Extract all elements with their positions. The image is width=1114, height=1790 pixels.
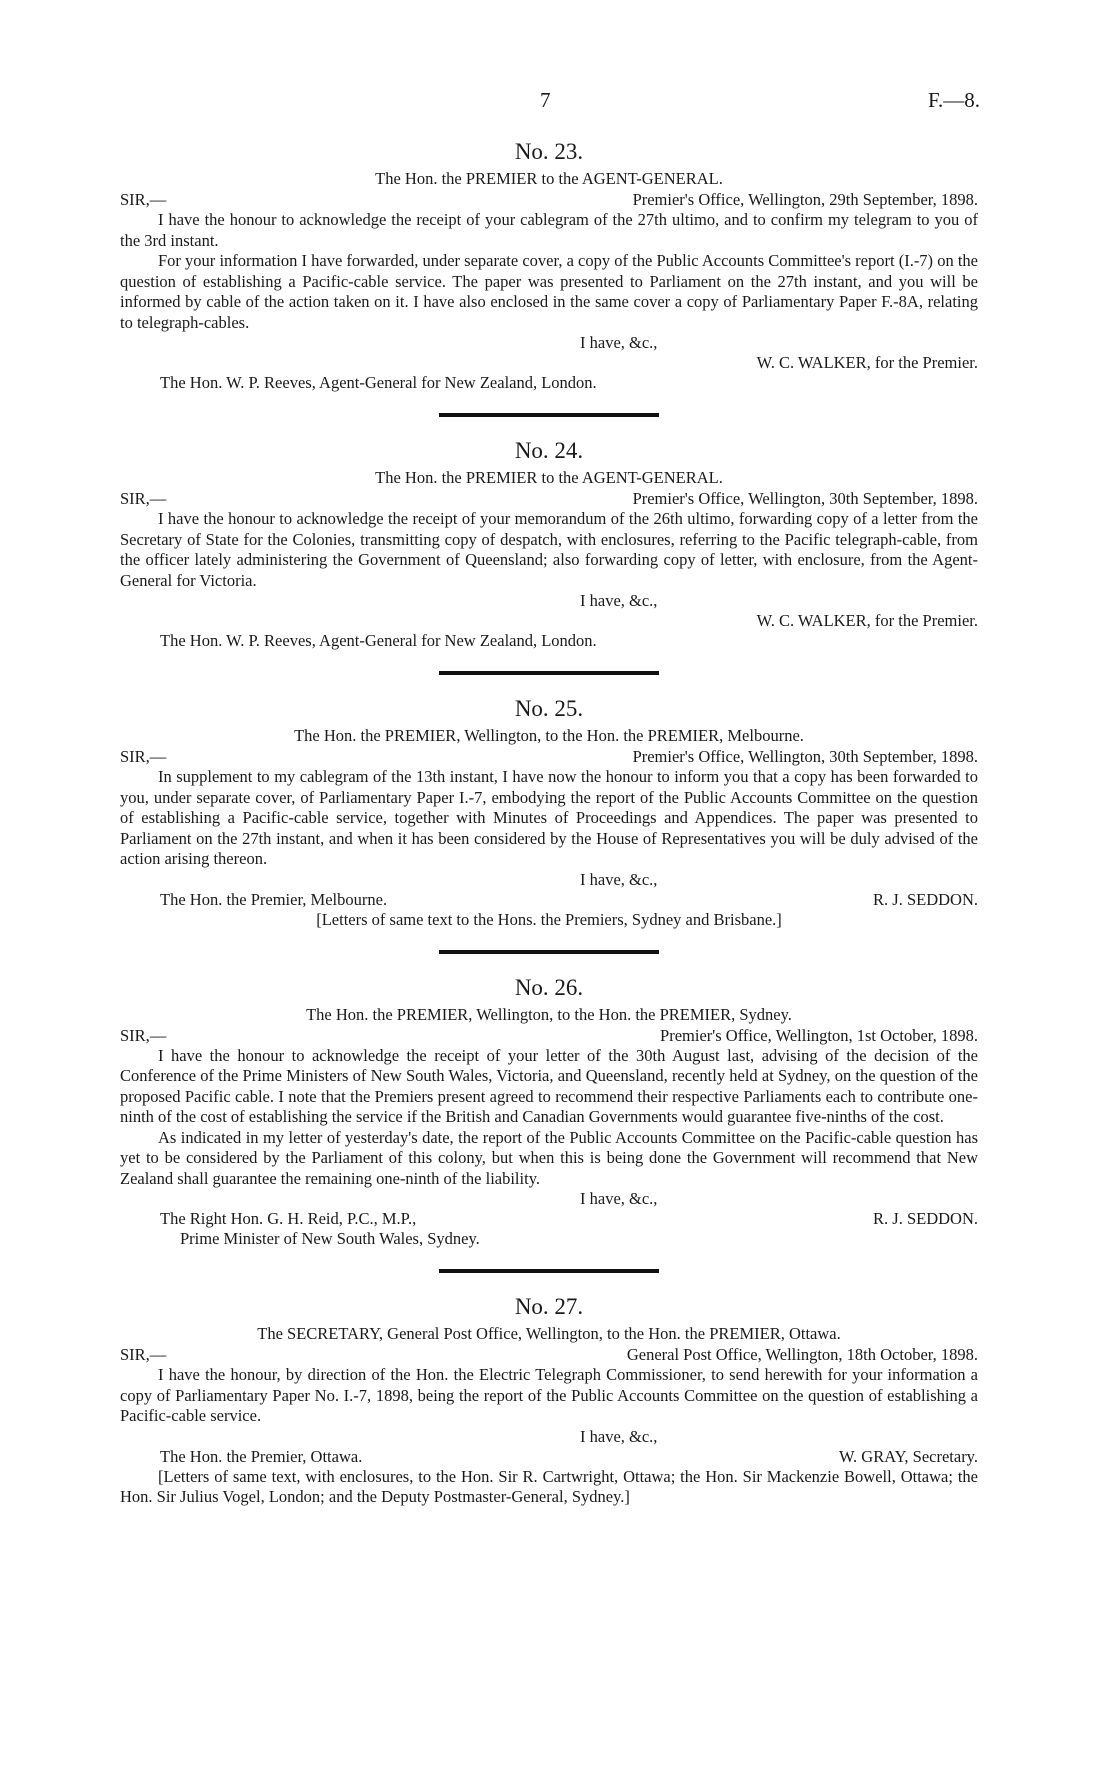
signer: W. GRAY, Secretary. <box>838 1446 978 1466</box>
letter-paragraph: I have the honour to acknowledge the receipt of your letter of the 30th August last, advising of the decision of the Conference of the Prime Ministers of New South Wales, Victoria, and Queensland, recently held at Sydney, on the question of the proposed Pacific cable. I note that the Premiers present agreed to recommend their respective Parliaments each to contribute one-ninth of the cost of establishing the service if the British and Canadian Governments would guarantee five-ninths of the cost. <box>120 1045 978 1126</box>
signature-row <box>120 353 978 373</box>
signature-row <box>120 1209 978 1229</box>
salutation-line <box>120 1345 978 1365</box>
addressee-line-2: Prime Minister of New South Wales, Sydney. <box>180 1229 480 1248</box>
section-divider <box>439 671 659 675</box>
letter-number: No. 27. <box>514 1294 584 1319</box>
addressee: The Right Hon. G. H. Reid, P.C., M.P., <box>160 1209 417 1228</box>
letter-23 <box>120 138 978 393</box>
letter-paragraph: I have the honour, by direction of the Hon. the Electric Telegraph Commissioner, to send herewith for your information a copy of Parliamentary Paper No. I.-7, 1898, being the report of the Public Accounts Committee on the question of establishing a Pacific-cable service. <box>120 1365 978 1425</box>
letter-heading: The Hon. the PREMIER, Wellington, to the Hon. the PREMIER, Melbourne. <box>294 726 804 745</box>
page-number: 7 <box>540 88 551 112</box>
signer: R. J. SEDDON. <box>873 1209 978 1228</box>
signer: W. C. WALKER, for the Premier. <box>756 353 978 372</box>
salutation-line <box>120 747 978 767</box>
letter-paragraph: As indicated in my letter of yesterday's date, the report of the Public Accounts Committee on the Pacific-cable question has yet to be considered by the Parliament of this colony, but when this is being done the Government will recommend that New Zealand shall guarantee the remaining one-ninth of the liability. <box>120 1127 978 1188</box>
letter-number: No. 25. <box>514 696 584 721</box>
closing: I have, &c., <box>580 1426 658 1446</box>
dateline: Premier's Office, Wellington, 30th September, 1898. <box>632 489 978 508</box>
closing: I have, &c., <box>580 591 658 610</box>
salutation: SIR,— <box>120 1345 167 1364</box>
signer: R. J. SEDDON. <box>873 889 978 909</box>
letter-25 <box>120 695 978 930</box>
salutation: SIR,— <box>120 747 167 766</box>
closing: I have, &c., <box>580 1189 658 1208</box>
letter-heading: The Hon. the PREMIER to the AGENT-GENERAL. <box>375 468 723 487</box>
salutation-line <box>120 489 978 509</box>
section-divider <box>439 950 659 954</box>
salutation-line <box>120 1026 978 1046</box>
addressee: The Hon. W. P. Reeves, Agent-General for New Zealand, London. <box>160 373 597 392</box>
salutation-line <box>120 190 978 210</box>
salutation: SIR,— <box>120 489 167 508</box>
section-divider <box>439 413 659 417</box>
letter-24 <box>120 437 978 651</box>
letter-paragraph: I have the honour to acknowledge the receipt of your memorandum of the 26th ultimo, forwarding copy of a letter from the Secretary of State for the Colonies, transmitting copy of despatch, with enclosures, referring to the Pacific telegraph-cable, from the officer lately administering the Government of Queensland; also forwarding copy of letter, with enclosure, from the Agent-General for Victoria. <box>120 509 978 590</box>
letter-number: No. 24. <box>514 438 584 463</box>
addressee: The Hon. the Premier, Melbourne. <box>160 889 388 909</box>
letter-number: No. 26. <box>514 974 584 1000</box>
signature-row <box>120 1447 978 1467</box>
salutation: SIR,— <box>120 190 167 209</box>
letter-26 <box>120 974 978 1250</box>
dateline: Premier's Office, Wellington, 1st October, 1898. <box>660 1025 978 1045</box>
letter-heading: The Hon. the PREMIER, Wellington, to the Hon. the PREMIER, Sydney. <box>306 1004 792 1024</box>
letter-number: No. 23. <box>514 139 584 164</box>
dateline: Premier's Office, Wellington, 30th September, 1898. <box>632 747 978 766</box>
letter-paragraph: For your information I have forwarded, under separate cover, a copy of the Public Accounts Committee's report (I.-7) on the question of establishing a Pacific-cable service. The paper was presented to Parliament on the 27th instant, and you will be informed by cable of the action taken on it. I have also enclosed in the same cover a copy of Parliamentary Paper F.-8A, relating to telegraph-cables. <box>120 251 978 332</box>
section-divider <box>439 1269 659 1273</box>
addressee: The Hon. W. P. Reeves, Agent-General for New Zealand, London. <box>160 631 597 650</box>
signature-row <box>120 611 978 631</box>
signature-row <box>120 890 978 910</box>
editorial-note: [Letters of same text, with enclosures, to the Hon. Sir R. Cartwright, Ottawa; the Hon. Sir Mackenzie Bowell, Ottawa; the Hon. Sir Julius Vogel, London; and the Deputy Postmaster-General, Sydney.] <box>120 1466 978 1506</box>
dateline: General Post Office, Wellington, 18th October, 1898. <box>626 1345 978 1364</box>
editorial-note: [Letters of same text to the Hons. the Premiers, Sydney and Brisbane.] <box>316 909 782 929</box>
letter-paragraph: In supplement to my cablegram of the 13th instant, I have now the honour to inform you that a copy has been forwarded to you, under separate cover, of Parliamentary Paper I.-7, embodying the report of the Public Accounts Committee on the question of establishing a Pacific-cable service, together with Minutes of Proceedings and Appendices. The paper was presented to Parliament on the 27th instant, and when it has been considered by the House of Representatives you will be duly advised of the action arising thereon. <box>120 767 978 868</box>
page-content <box>120 138 978 1507</box>
salutation: SIR,— <box>120 1025 167 1045</box>
closing: I have, &c., <box>580 333 658 352</box>
signer: W. C. WALKER, for the Premier. <box>756 611 978 630</box>
addressee: The Hon. the Premier, Ottawa. <box>160 1446 363 1466</box>
dateline: Premier's Office, Wellington, 29th September, 1898. <box>632 190 978 209</box>
letter-heading: The Hon. the PREMIER to the AGENT-GENERAL. <box>375 169 723 188</box>
letter-27 <box>120 1293 978 1507</box>
letter-paragraph: I have the honour to acknowledge the receipt of your cablegram of the 27th ultimo, and to confirm my telegram to you of the 3rd instant. <box>120 210 978 250</box>
letter-heading: The SECRETARY, General Post Office, Wellington, to the Hon. the PREMIER, Ottawa. <box>257 1324 841 1343</box>
paper-reference: F.—8. <box>928 88 980 112</box>
closing: I have, &c., <box>580 869 658 889</box>
page-header <box>0 88 1114 116</box>
